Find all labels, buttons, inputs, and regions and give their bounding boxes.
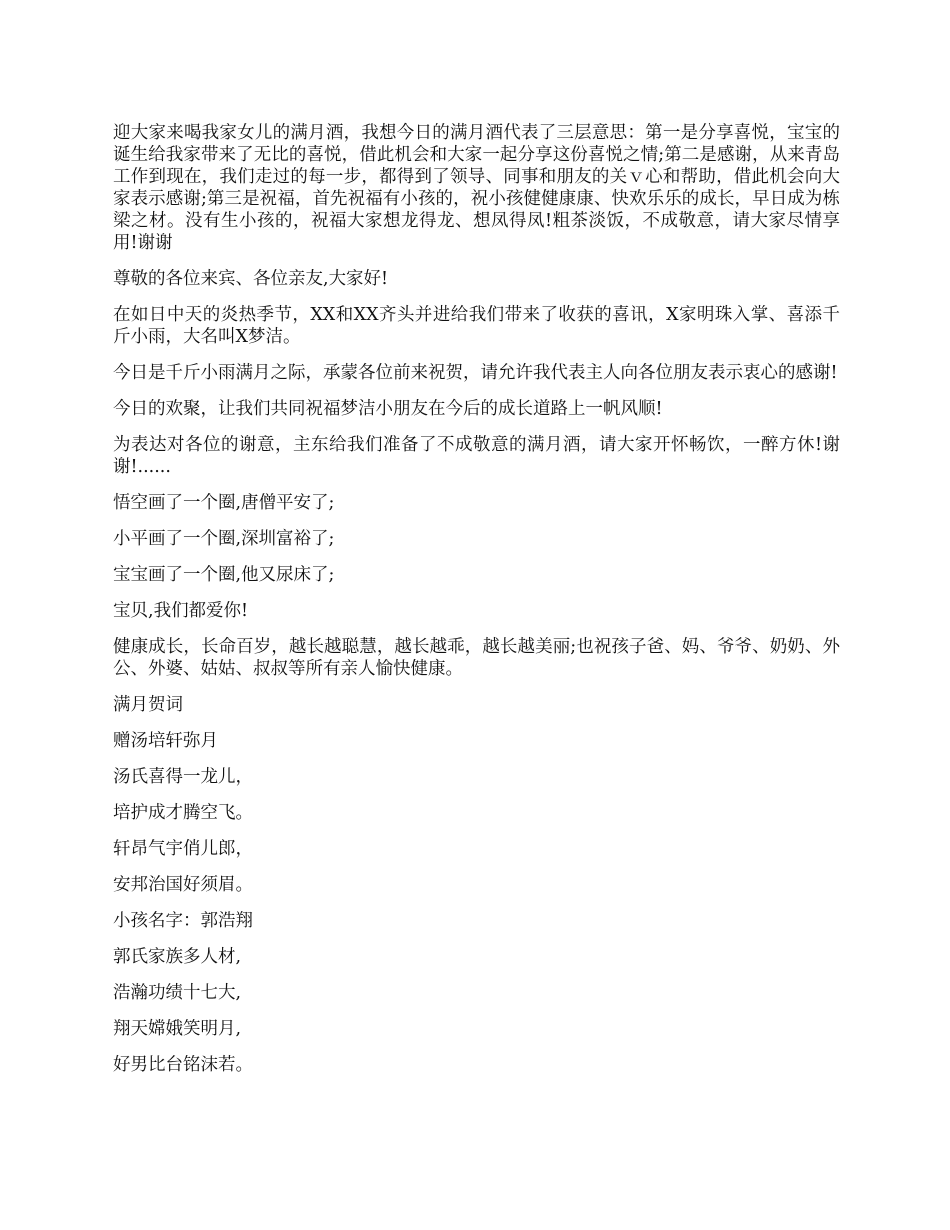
poem-line: 安邦治国好须眉。 bbox=[113, 875, 253, 895]
child-name-line: 小孩名字：郭浩翔 bbox=[113, 911, 253, 931]
poem-line: 翔天嫦娥笑明月, bbox=[113, 1019, 242, 1039]
paragraph-greeting: 尊敬的各位来宾、各位亲友,大家好! bbox=[113, 269, 389, 289]
section-heading: 满月贺词 bbox=[113, 695, 183, 715]
paragraph-thanks: 今日是千斤小雨满月之际，承蒙各位前来祝贺，请允许我代表主人向各位朋友表示衷心的感谢! bbox=[113, 363, 838, 383]
poem-line: 培护成才腾空飞。 bbox=[113, 803, 253, 823]
verse-line: 小平画了一个圈,深圳富裕了; bbox=[113, 529, 335, 549]
verse-line: 宝贝,我们都爱你! bbox=[113, 601, 249, 621]
paragraph-opening-speech: 迎大家来喝我家女儿的满月酒，我想今日的满月酒代表了三层意思：第一是分享喜悦，宝宝的诞生给我家带来了无比的喜悦，借此机会和大家一起分享这份喜悦之情;第二是感谢，从来青岛工作到现在，我们走过的每一步，都得到了领导、同事和朋友的关ｖ心和帮助，借此机会向大家表示感谢;第三是祝福，首先祝福有小孩的，祝小孩健健康康、快欢乐乐的成长，早日成为栋梁之材。没有生小孩的，祝福大家想龙得龙、想凤得凤!粗茶淡饭，不成敬意，请大家尽情享用!谢谢 bbox=[113, 123, 840, 253]
poem-line: 轩昂气宇俏儿郎， bbox=[113, 839, 253, 859]
poem-title: 赠汤培轩弥月 bbox=[113, 731, 218, 751]
poem-line: 汤氏喜得一龙儿， bbox=[113, 767, 253, 787]
paragraph-blessing: 今日的欢聚，让我们共同祝福梦洁小朋友在今后的成长道路上一帆风顺! bbox=[113, 399, 663, 419]
paragraph-wishes: 健康成长，长命百岁，越长越聪慧，越长越乖，越长越美丽;也祝孩子爸、妈、爷爷、奶奶、外公、外婆、姑姑、叔叔等所有亲人愉快健康。 bbox=[113, 637, 840, 679]
paragraph-announcement: 在如日中天的炎热季节，XX和XX齐头并进给我们带来了收获的喜讯，X家明珠入掌、喜添千斤小雨，大名叫X梦洁。 bbox=[113, 305, 840, 347]
poem-line: 浩瀚功绩十七大, bbox=[113, 983, 242, 1003]
poem-line: 郭氏家族多人材, bbox=[113, 947, 242, 967]
document-body bbox=[113, 122, 840, 1090]
verse-line: 悟空画了一个圈,唐僧平安了; bbox=[113, 493, 335, 513]
poem-line: 好男比台铭沫若。 bbox=[113, 1055, 253, 1075]
verse-line: 宝宝画了一个圈,他又尿床了; bbox=[113, 565, 335, 585]
paragraph-toast: 为表达对各位的谢意，主东给我们准备了不成敬意的满月酒，请大家开怀畅饮，一醉方休!谢谢!...... bbox=[113, 435, 840, 477]
